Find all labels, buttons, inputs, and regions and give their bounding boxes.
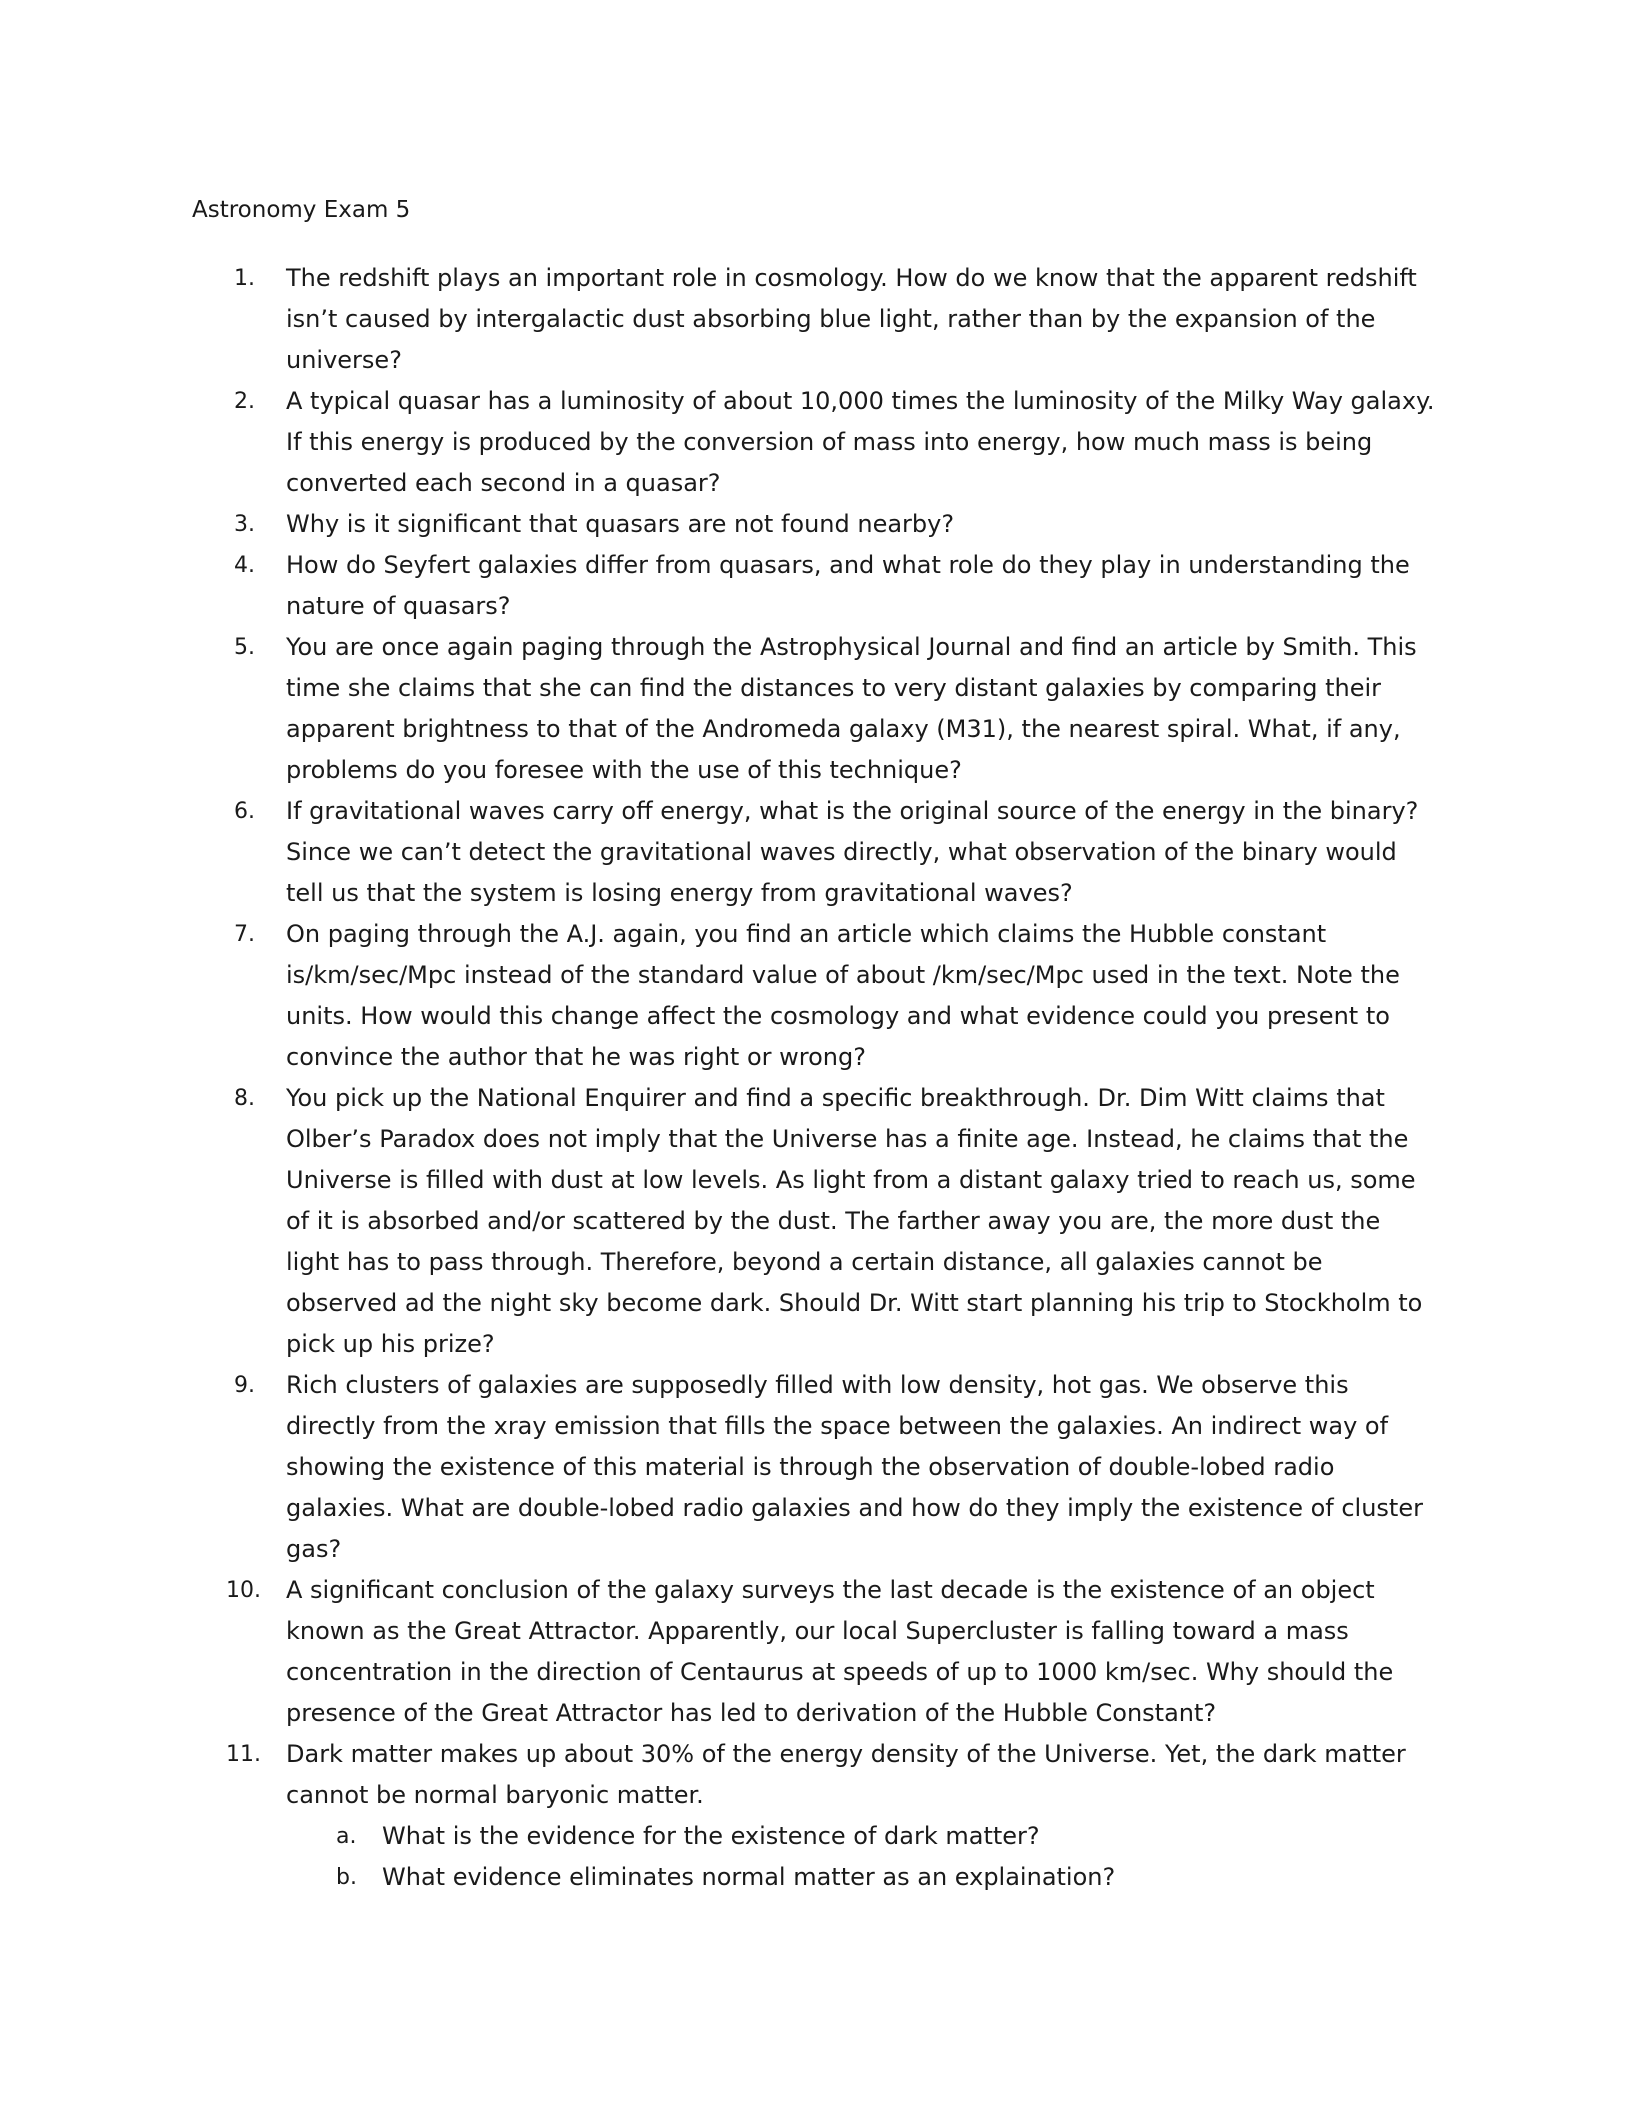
- question-number: 6.: [234, 799, 255, 824]
- question-item: [0, 1570, 1640, 1734]
- question-text: You are once again paging through the Astrophysical Journal and find an article by Smith. This time she claims that she can find the distances to very distant galaxies by comparing their apparent brightness to that of the Andromeda galaxy (M31), the nearest spiral. What, if any, problems do you foresee with the use of this technique?: [286, 633, 1417, 784]
- question-text: Why is it significant that quasars are not found nearby?: [286, 510, 955, 538]
- question-text: A significant conclusion of the galaxy surveys the last decade is the existence of an object known as the Great Attractor. Apparently, our local Supercluster is falling toward a mass concentration in the direction of Centaurus at speeds of up to 1000 km/sec. Why should the presence of the Great Attractor has led to derivation of the Hubble Constant?: [286, 1576, 1394, 1727]
- question-item: [0, 1365, 1640, 1570]
- question-text: On paging through the A.J. again, you find an article which claims the Hubble constant is/km/sec/Mpc instead of the standard value of about /km/sec/Mpc used in the text. Note the units. How would this change affect the cosmology and what evidence could you present to convince the author that he was right or wrong?: [286, 920, 1400, 1071]
- question-item: [0, 627, 1640, 791]
- question-number: 9.: [234, 1373, 255, 1398]
- question-number: 7.: [234, 922, 255, 947]
- sub-question-letter: a.: [336, 1824, 357, 1849]
- question-item: [0, 1734, 1640, 1898]
- question-item: [0, 1078, 1640, 1365]
- question-number: 3.: [234, 512, 255, 537]
- question-number: 1.: [234, 266, 255, 291]
- sub-question-letter: b.: [336, 1865, 357, 1890]
- sub-question-text: What is the evidence for the existence of dark matter?: [382, 1822, 1040, 1850]
- question-text: How do Seyfert galaxies differ from quasars, and what role do they play in understanding the nature of quasars?: [286, 551, 1410, 620]
- question-item: [0, 381, 1640, 504]
- question-text: If gravitational waves carry off energy, what is the original source of the energy in the binary? Since we can’t detect the gravitational waves directly, what observation of the binary would tell us that the system is losing energy from gravitational waves?: [286, 797, 1419, 907]
- question-text: Dark matter makes up about 30% of the energy density of the Universe. Yet, the dark matter cannot be normal baryonic matter.: [286, 1740, 1406, 1809]
- sub-question-item: [286, 1857, 1440, 1898]
- question-number: 4.: [234, 553, 255, 578]
- question-text: Rich clusters of galaxies are supposedly filled with low density, hot gas. We observe this directly from the xray emission that fills the space between the galaxies. An indirect way of showing the existence of this material is through the observation of double-lobed radio galaxies. What are double-lobed radio galaxies and how do they imply the existence of cluster gas?: [286, 1371, 1423, 1563]
- question-text: The redshift plays an important role in cosmology. How do we know that the apparent redshift isn’t caused by intergalactic dust absorbing blue light, rather than by the expansion of the universe?: [286, 264, 1417, 374]
- sub-question-item: [286, 1816, 1440, 1857]
- question-item: [0, 914, 1640, 1078]
- question-item: [0, 545, 1640, 627]
- sub-question-list: [286, 1816, 1440, 1898]
- sub-question-text: What evidence eliminates normal matter as an explaination?: [382, 1863, 1116, 1891]
- question-number: 10.: [226, 1578, 261, 1603]
- question-item: [0, 791, 1640, 914]
- question-number: 2.: [234, 389, 255, 414]
- question-text: A typical quasar has a luminosity of about 10,000 times the luminosity of the Milky Way galaxy. If this energy is produced by the conversion of mass into energy, how much mass is being converted each second in a quasar?: [286, 387, 1435, 497]
- question-text: You pick up the National Enquirer and find a specific breakthrough. Dr. Dim Witt claims that Olber’s Paradox does not imply that the Universe has a finite age. Instead, he claims that the Universe is filled with dust at low levels. As light from a distant galaxy tried to reach us, some of it is absorbed and/or scattered by the dust. The farther away you are, the more dust the light has to pass through. Therefore, beyond a certain distance, all galaxies cannot be observed ad the night sky become dark. Should Dr. Witt start planning his trip to Stockholm to pick up his prize?: [286, 1084, 1423, 1358]
- question-number: 8.: [234, 1086, 255, 1111]
- question-list: [0, 258, 1640, 1898]
- question-item: [0, 504, 1640, 545]
- page-title: Astronomy Exam 5: [192, 197, 411, 223]
- question-item: [0, 258, 1640, 381]
- question-number: 11.: [226, 1742, 261, 1767]
- question-number: 5.: [234, 635, 255, 660]
